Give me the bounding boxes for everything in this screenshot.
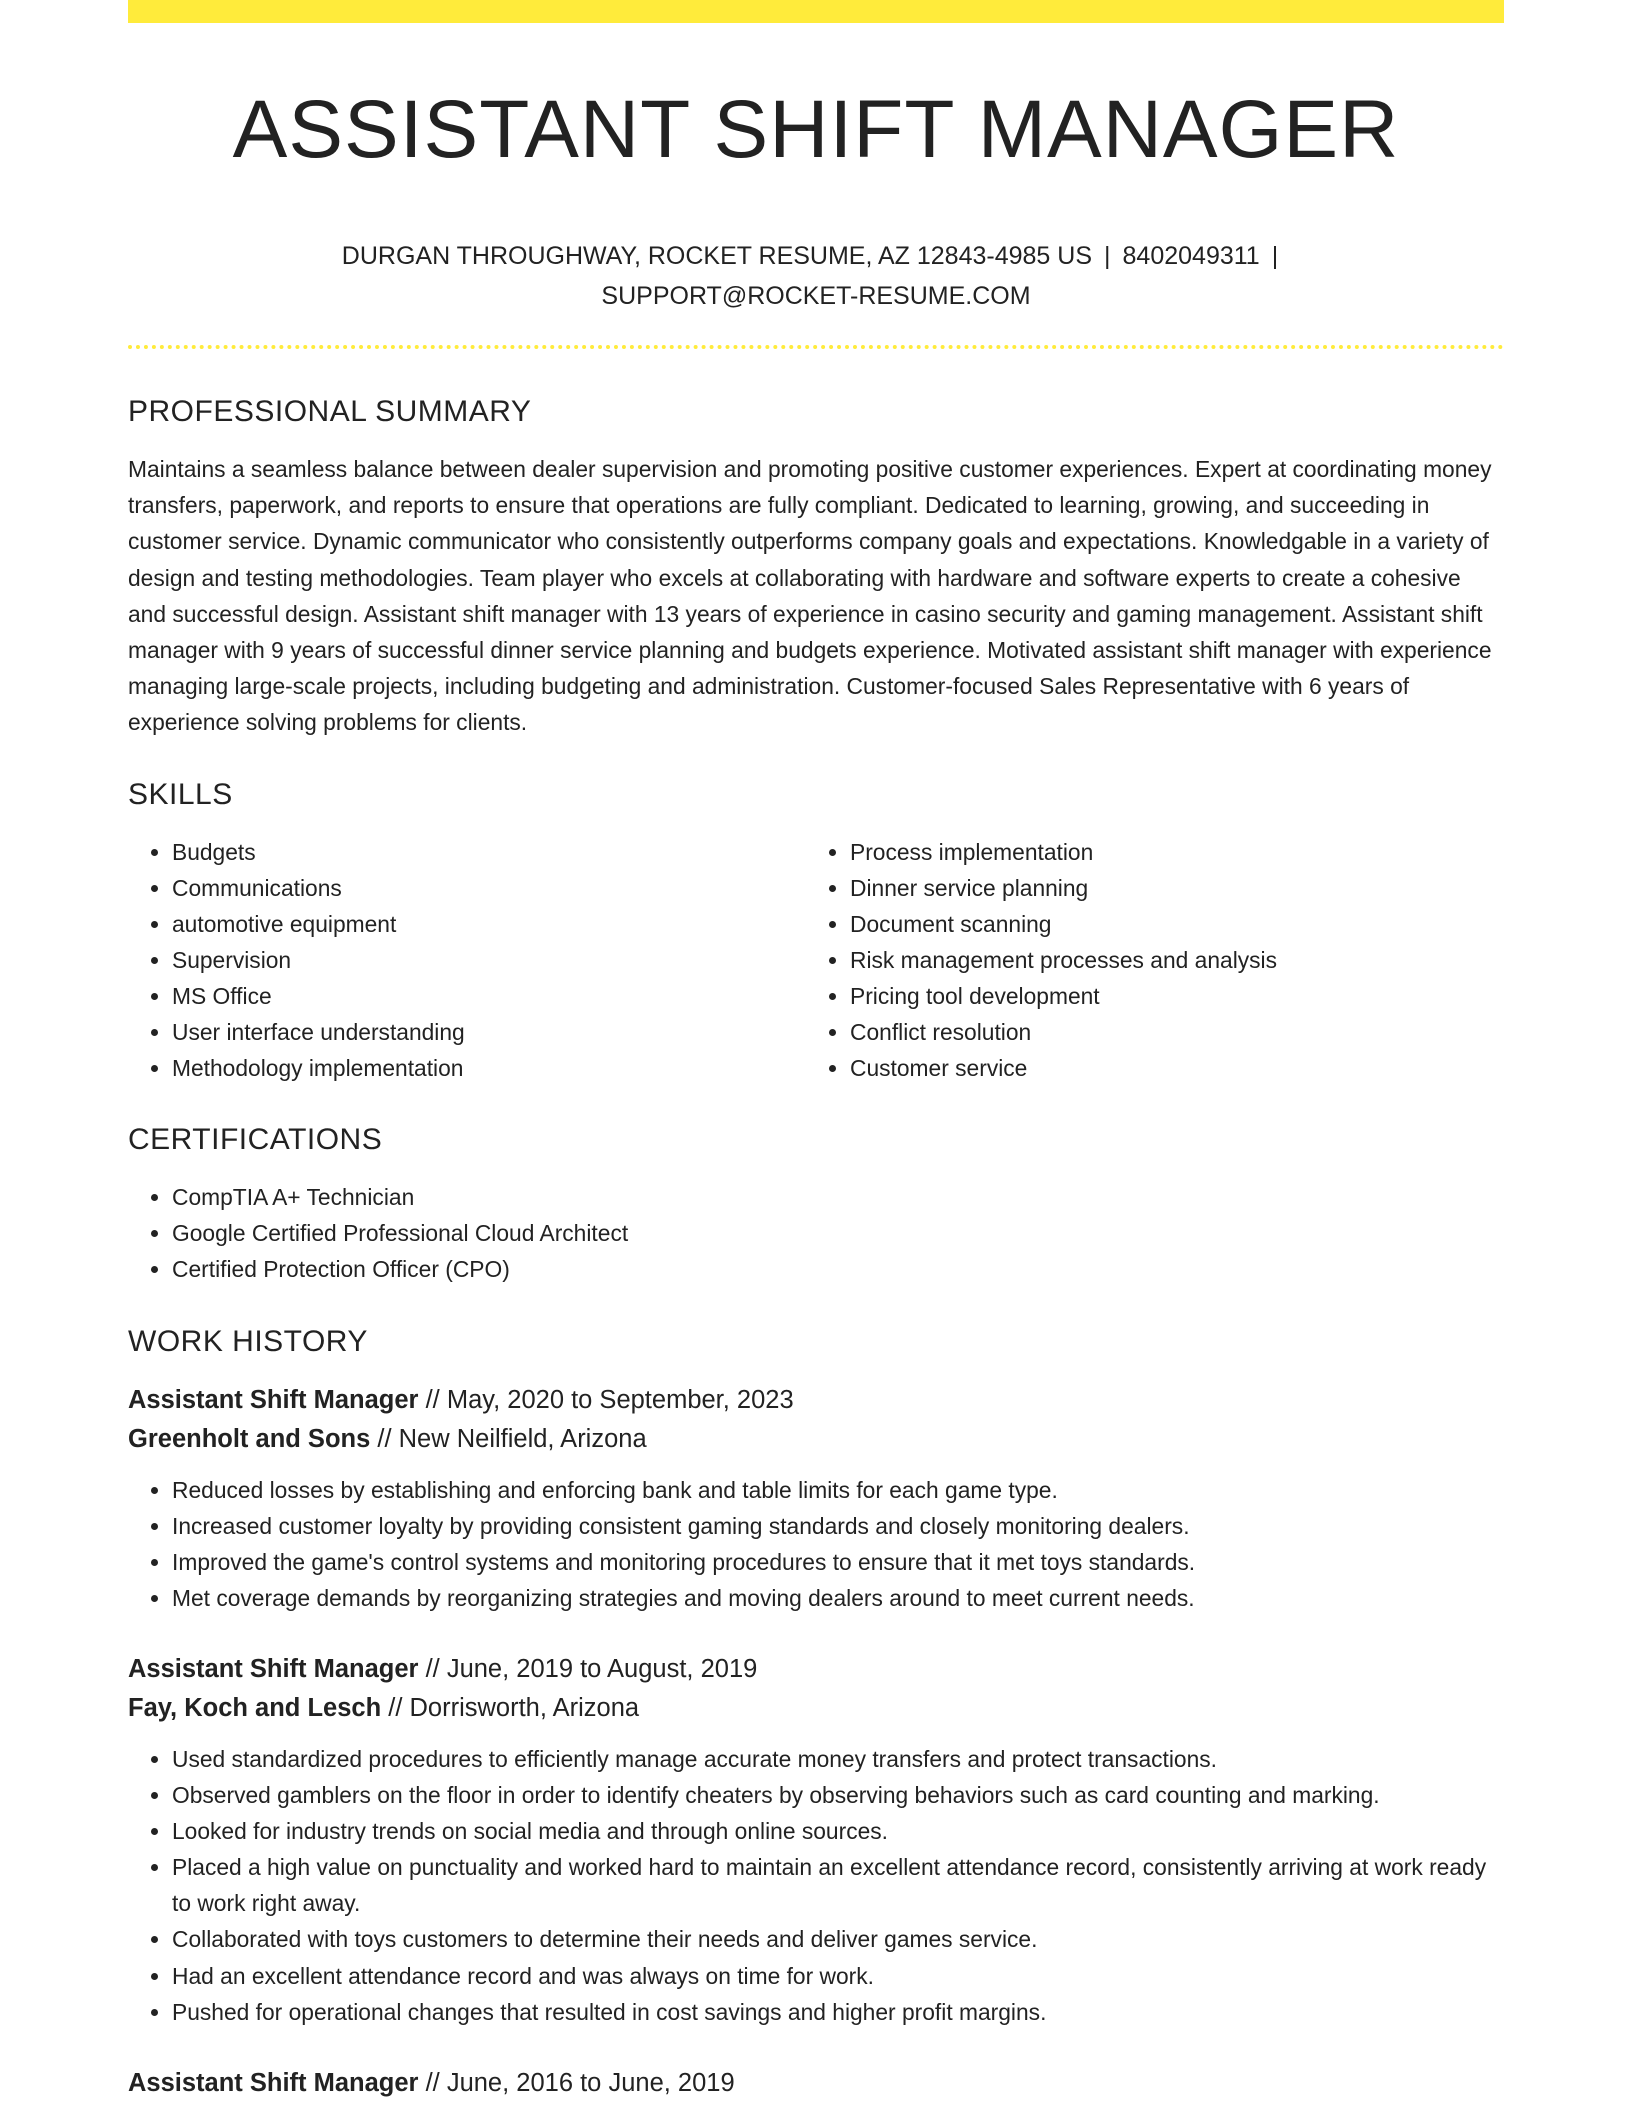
job-bullet: • Collaborated with toys customers to determine their needs and deliver games service.: [172, 1921, 1504, 1957]
skill-item: • Process implementation: [850, 834, 1484, 870]
skills-section: [128, 771, 1504, 1087]
job-bullet: • Looked for industry trends on social media and through online sources.: [172, 1813, 1504, 1849]
contact-address: DURGAN THROUGHWAY, ROCKET RESUME, AZ 12843-4985 US: [341, 242, 1093, 270]
resume-content: [128, 388, 1504, 2103]
section-heading: PROFESSIONAL SUMMARY: [128, 395, 532, 428]
contact-separator: |: [1271, 242, 1279, 270]
job-bullets: [128, 1741, 1504, 2030]
work-history-section: [128, 1318, 1504, 2104]
job-bullet: • Observed gamblers on the floor in order to identify cheaters by observing behaviors such as card counting and marking.: [172, 1777, 1504, 1813]
certifications-list: [128, 1179, 1504, 1287]
job-title: Assistant Shift Manager: [128, 1654, 419, 1683]
job-entry: [128, 1381, 1504, 1616]
job-bullets: [128, 1472, 1504, 1616]
accent-bar: [128, 0, 1504, 23]
job-bullet: • Used standardized procedures to efficiently manage accurate money transfers and protect transactions.: [172, 1741, 1504, 1777]
skill-item: • Risk management processes and analysis: [850, 942, 1484, 978]
skill-item: • Methodology implementation: [172, 1050, 806, 1086]
job-location: // New Neilfield, Arizona: [370, 1425, 647, 1454]
skill-item: • Communications: [172, 870, 806, 906]
job-entry: [128, 1650, 1504, 2030]
job-bullet: • Pushed for operational changes that resulted in cost savings and higher profit margins.: [172, 1994, 1504, 2030]
skill-item: • MS Office: [172, 978, 806, 1014]
job-bullet: • Reduced losses by establishing and enforcing bank and table limits for each game type.: [172, 1472, 1504, 1508]
dotted-divider: [128, 345, 1504, 349]
job-company-line: [128, 1689, 1504, 1729]
job-bullet: • Improved the game's control systems and monitoring procedures to ensure that it met toys standards.: [172, 1544, 1504, 1580]
job-company-line: [128, 1420, 1504, 1460]
skill-item: • User interface understanding: [172, 1014, 806, 1050]
job-title-line: [128, 2064, 1504, 2104]
skills-column-right: [806, 834, 1484, 1087]
job-bullet: • Had an excellent attendance record and was always on time for work.: [172, 1958, 1504, 1994]
job-bullet: • Placed a high value on punctuality and worked hard to maintain an excellent attendance record, consistently arriving at work ready to work right away.: [172, 1849, 1504, 1921]
certification-item: • CompTIA A+ Technician: [172, 1179, 1504, 1215]
skill-item: • automotive equipment: [172, 906, 806, 942]
job-entry: [128, 2064, 1504, 2104]
summary-text: Maintains a seamless balance between dealer supervision and promoting positive customer experiences. Expert at coordinating money transfers, paperwork, and reports to ensure that operations are fully compliant. Dedicated to learning, growing, and succeeding in customer service. Dynamic communicator who consistently outperforms company goals and expectations. Knowledgable in a variety of design and testing methodologies. Team player who excels at collaborating with hardware and software experts to create a cohesive and successful design. Assistant shift manager with 13 years of experience in casino security and gaming management. Assistant shift manager with 9 years of successful dinner service planning and budgets experience. Motivated assistant shift manager with experience managing large-scale projects, including budgeting and administration. Customer-focused Sales Representative with 6 years of experience solving problems for clients.: [128, 456, 1492, 736]
section-heading: CERTIFICATIONS: [128, 1123, 383, 1157]
summary-section: [128, 388, 1504, 741]
job-dates: // June, 2016 to June, 2019: [418, 2068, 735, 2097]
job-bullet: • Met coverage demands by reorganizing strategies and moving dealers around to meet current needs.: [172, 1580, 1504, 1616]
job-company: Greenholt and Sons: [128, 1425, 371, 1454]
job-title: Assistant Shift Manager: [128, 1385, 419, 1414]
certification-item: • Certified Protection Officer (CPO): [172, 1251, 1504, 1287]
job-title: Assistant Shift Manager: [128, 2068, 419, 2097]
job-title-line: [128, 1381, 1504, 1421]
job-title-line: [128, 1650, 1504, 1690]
job-bullet: • Increased customer loyalty by providing consistent gaming standards and closely monitoring dealers.: [172, 1508, 1504, 1544]
page-title: ASSISTANT SHIFT MANAGER: [232, 84, 1400, 175]
skill-item: • Document scanning: [850, 906, 1484, 942]
job-company: Fay, Koch and Lesch: [128, 1694, 382, 1723]
job-dates: // May, 2020 to September, 2023: [418, 1385, 794, 1414]
skill-item: • Supervision: [172, 942, 806, 978]
skill-item: • Pricing tool development: [850, 978, 1484, 1014]
skill-item: • Dinner service planning: [850, 870, 1484, 906]
skill-item: • Conflict resolution: [850, 1014, 1484, 1050]
section-heading: WORK HISTORY: [128, 1324, 368, 1358]
skills-columns: [128, 834, 1504, 1087]
section-heading: SKILLS: [128, 777, 233, 811]
contact-email: SUPPORT@ROCKET-RESUME.COM: [601, 282, 1031, 310]
skills-column-left: [128, 834, 806, 1087]
certification-item: • Google Certified Professional Cloud Architect: [172, 1215, 1504, 1251]
skill-item: • Budgets: [172, 834, 806, 870]
skill-item: • Customer service: [850, 1050, 1484, 1086]
job-location: // Dorrisworth, Arizona: [381, 1694, 640, 1723]
job-dates: // June, 2019 to August, 2019: [418, 1654, 758, 1683]
contact-separator: |: [1104, 242, 1111, 270]
contact-phone: 8402049311: [1122, 242, 1260, 270]
certifications-section: [128, 1116, 1504, 1287]
contact-info: [128, 236, 1504, 316]
